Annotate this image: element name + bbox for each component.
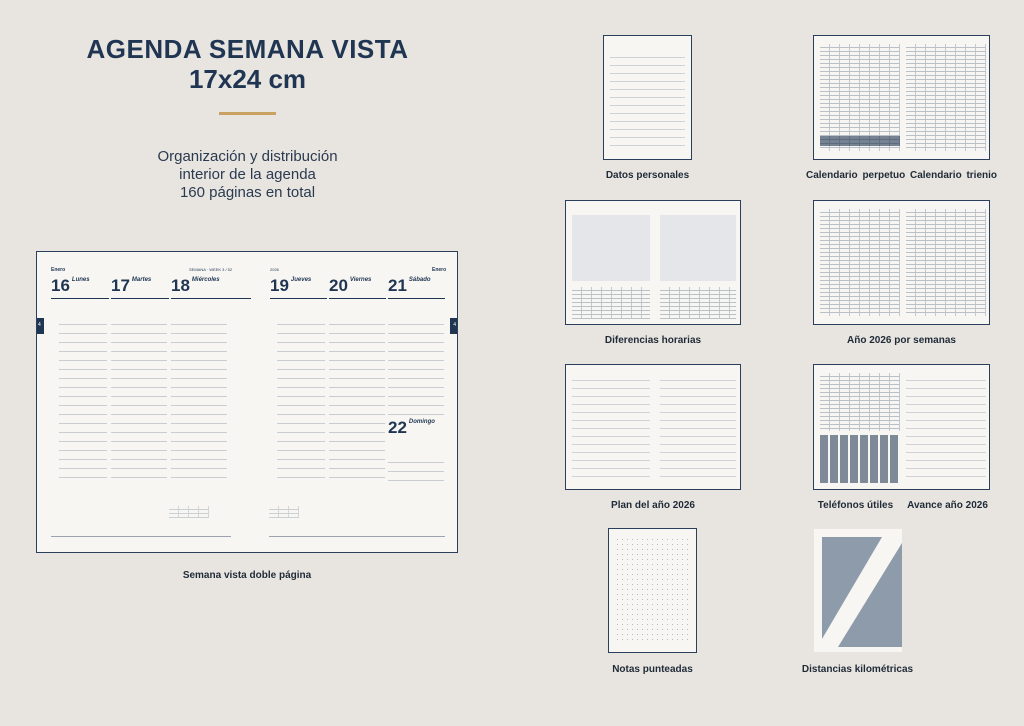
mini-calendar <box>269 506 299 518</box>
day-lines <box>59 316 107 486</box>
thumb-telefonos-avance <box>813 364 990 490</box>
world-map-left <box>572 215 650 281</box>
weeks-table-left <box>820 209 900 316</box>
day-header-wednesday <box>171 277 220 295</box>
day-name-text: Viernes <box>349 277 372 283</box>
thumb-diferencias-horarias <box>565 200 741 325</box>
day-name-text: Martes <box>131 277 152 283</box>
day-number: 19 <box>270 276 289 295</box>
description-line-3: 160 páginas en total <box>179 184 316 201</box>
caption-calendarios: Calendario perpetuo Calendario trienio <box>805 170 998 181</box>
thumb-plan-anual <box>565 364 741 490</box>
plan-columns-right <box>660 373 736 481</box>
day-header-sunday <box>388 419 435 437</box>
day-name-text: Sábado <box>408 277 431 283</box>
caption-semanas: Año 2026 por semanas <box>847 335 956 346</box>
day-name <box>409 419 435 425</box>
day-name <box>409 277 431 283</box>
day-name <box>291 277 311 283</box>
triennial-calendar <box>906 44 986 151</box>
day-name <box>192 277 220 283</box>
day-number: 22 <box>388 418 407 437</box>
week-spread-preview <box>36 251 458 553</box>
day-name <box>350 277 371 283</box>
day-underline <box>171 298 251 299</box>
day-underline <box>388 298 445 299</box>
caption-notas: Notas punteadas <box>612 664 693 675</box>
day-lines <box>329 316 385 486</box>
month-label-right: Enero <box>432 267 447 273</box>
weeks-table-right <box>906 209 986 316</box>
day-header-saturday <box>388 277 431 295</box>
day-header-tuesday <box>111 277 151 295</box>
caption-plan-anual: Plan del año 2026 <box>611 500 695 511</box>
day-name-text: Jueves <box>290 277 312 283</box>
day-number: 16 <box>51 276 70 295</box>
day-underline <box>111 298 169 299</box>
form-lines <box>610 50 685 153</box>
day-name-text: Miércoles <box>191 277 220 283</box>
thumb-semanas <box>813 200 990 325</box>
time-table-left <box>572 287 650 319</box>
day-name <box>132 277 151 283</box>
day-lines <box>171 316 227 486</box>
page-number-right: 4 <box>453 322 456 328</box>
day-header-monday <box>51 277 90 295</box>
caption-diferencias-horarias: Diferencias horarias <box>604 335 702 346</box>
perpetual-calendar <box>820 44 900 151</box>
world-map-right <box>660 215 736 281</box>
day-name <box>72 277 90 283</box>
day-underline <box>270 298 327 299</box>
day-underline <box>51 298 109 299</box>
gold-divider <box>219 112 276 115</box>
caption-distancias: Distancias kilométricas <box>801 664 914 675</box>
phones-table <box>820 373 900 431</box>
day-header-friday <box>329 277 371 295</box>
day-number: 21 <box>388 276 407 295</box>
footer-line <box>269 536 445 537</box>
caption-telefonos: Teléfonos útiles <box>817 500 894 511</box>
day-lines <box>388 316 444 416</box>
calendar-band <box>820 136 900 146</box>
thumb-distancias <box>813 528 903 653</box>
distance-triangle-graphic <box>814 529 903 653</box>
thumb-calendarios <box>813 35 990 160</box>
phones-blocks <box>820 435 900 483</box>
time-table-right <box>660 287 736 319</box>
mini-calendar <box>169 506 209 518</box>
day-number: 20 <box>329 276 348 295</box>
spread-caption: Semana vista doble página <box>182 570 312 581</box>
month-label-left: Enero <box>51 267 66 273</box>
description-line-2: interior de la agenda <box>179 166 316 183</box>
page-subtitle-size: 17x24 cm <box>188 64 307 94</box>
day-number: 18 <box>171 276 190 295</box>
day-header-thursday <box>270 277 311 295</box>
day-lines <box>111 316 167 486</box>
thumb-datos-personales <box>603 35 692 160</box>
dot-grid <box>615 537 690 644</box>
description-line-1: Organización y distribución <box>157 148 338 165</box>
week-label: SEMANA · WEEK 3 / 52 <box>189 267 233 272</box>
day-lines <box>277 316 325 486</box>
year-label: 2026 <box>270 267 279 272</box>
caption-avance: Avance año 2026 <box>907 500 988 511</box>
plan-columns-left <box>572 373 650 481</box>
thumb-notas-punteadas <box>608 528 697 653</box>
advance-calendar <box>906 373 986 481</box>
day-name-text: Lunes <box>71 277 90 283</box>
footer-line <box>51 536 231 537</box>
caption-datos-personales: Datos personales <box>605 170 690 181</box>
page-title: AGENDA SEMANA VISTA <box>86 34 409 64</box>
day-number: 17 <box>111 276 130 295</box>
day-name-text: Domingo <box>408 419 435 425</box>
page-number-left: 4 <box>38 322 41 328</box>
day-underline <box>329 298 386 299</box>
sunday-lines <box>388 454 444 486</box>
